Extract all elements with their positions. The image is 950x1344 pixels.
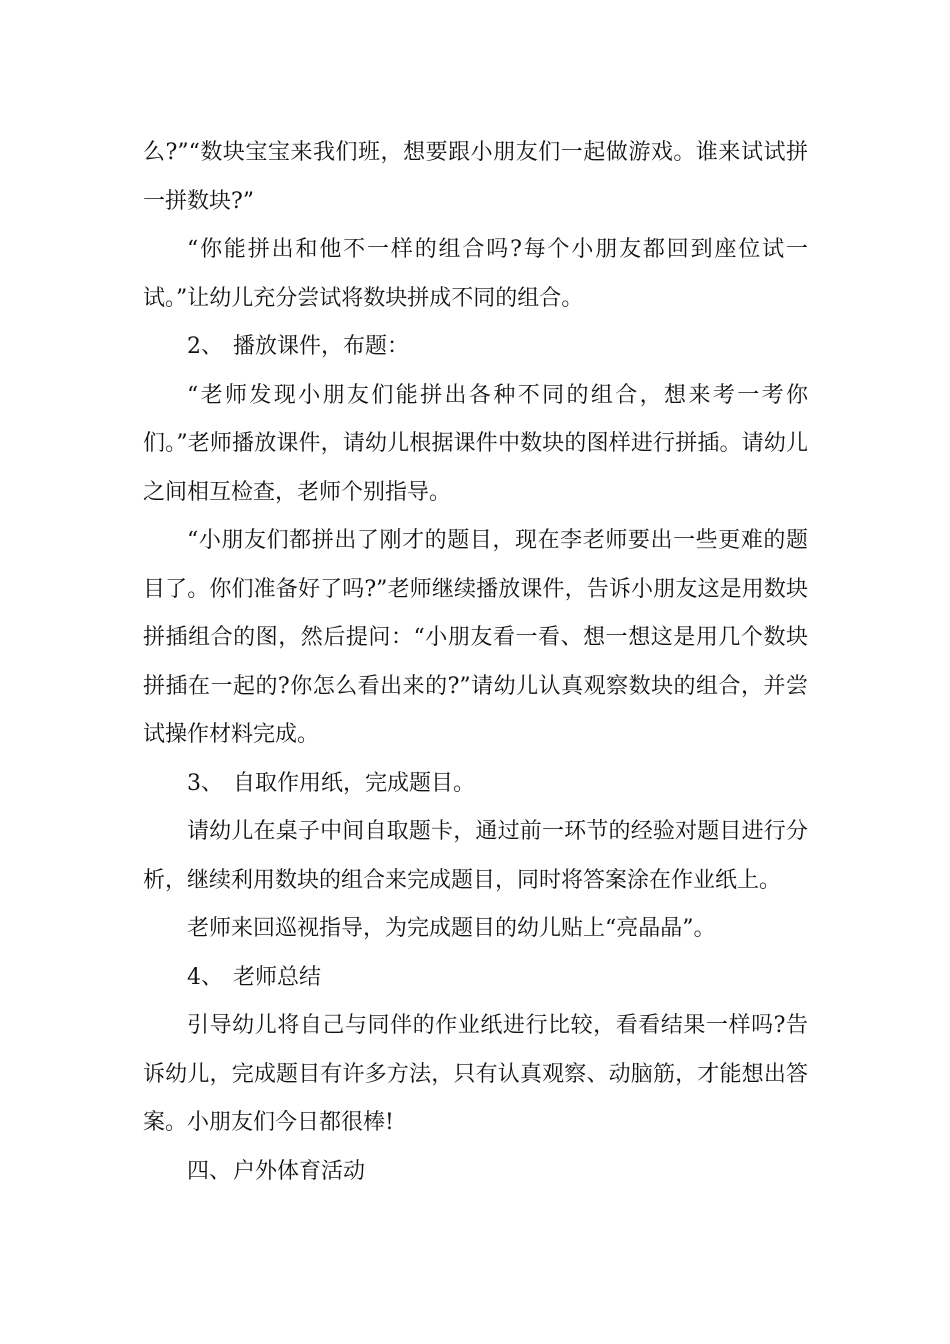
paragraph-4: “小朋友们都拼出了刚才的题目，现在李老师要出一些更难的题目了。你们准备好了吗?”老师继续播放课件，告诉小朋友这是用数块拼插组合的图，然后提问：“小朋友看一看、想一想这是用几个数块拼插在一起的?你怎么看出来的?”请幼儿认真观察数块的组合，并尝试操作材料完成。: [143, 528, 808, 747]
section-heading-4: [143, 954, 808, 1003]
section-heading-four: [143, 1148, 808, 1197]
section-title: 自取作用纸，完成题目。: [233, 770, 476, 796]
paragraph-5: 请幼儿在桌子中间自取题卡，通过前一环节的经验对题目进行分析，继续利用数块的组合来完成题目，同时将答案涂在作业纸上。: [143, 819, 808, 893]
section-number: 4、: [187, 964, 223, 990]
section-title: 播放课件，布题：: [233, 334, 410, 359]
paragraph-7: 引导幼儿将自己与同伴的作业纸进行比较，看看结果一样吗?告诉幼儿，完成题目有许多方法，只有认真观察、动脑筋，才能想出答案。小朋友们今日都很棒!: [143, 1013, 808, 1135]
document-body: [143, 129, 808, 1196]
section-number: 2、: [187, 334, 223, 359]
section-heading-3: [143, 760, 808, 809]
section-title: 老师总结: [233, 964, 322, 990]
paragraph-3: “老师发现小朋友们能拼出各种不同的组合，想来考一考你们。”老师播放课件，请幼儿根据课件中数块的图样进行拼插。请幼儿之间相互检查，老师个别指导。: [143, 382, 808, 505]
paragraph-1: 么?”“数块宝宝来我们班，想要跟小朋友们一起做游戏。谁来试试拼一拼数块?”: [143, 140, 808, 214]
paragraph-6: 老师来回巡视指导，为完成题目的幼儿贴上“亮晶晶”。: [187, 916, 716, 941]
paragraph-2: “你能拼出和他不一样的组合吗?每个小朋友都回到座位试一试。”让幼儿充分尝试将数块拼成不同的组合。: [143, 237, 808, 311]
section-heading-2: [143, 323, 808, 372]
section-title: 户外体育活动: [233, 1158, 366, 1184]
section-number: 3、: [187, 770, 223, 796]
section-number: 四、: [187, 1158, 232, 1184]
